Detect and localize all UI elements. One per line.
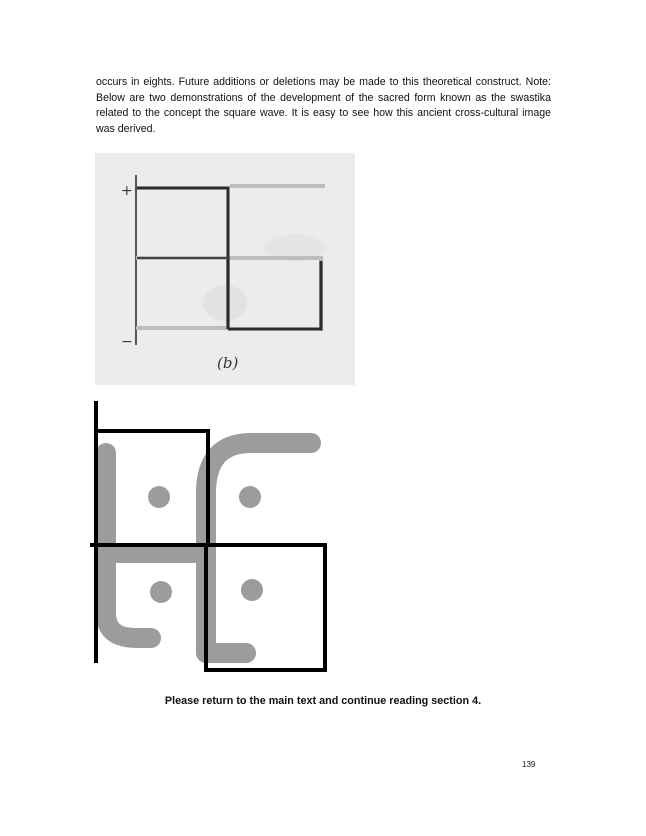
swastika-dot	[239, 486, 261, 508]
swastika-figure	[86, 398, 336, 678]
swastika-dot	[150, 581, 172, 603]
closing-instruction: Please return to the main text and continue reading section 4.	[164, 695, 482, 707]
swastika-arm	[106, 553, 151, 638]
figure-caption: (b)	[217, 354, 239, 372]
figure-smudge	[203, 285, 247, 321]
body-paragraph: occurs in eights. Future additions or deletions may be made to this theoretical construct. Note: Below are two demonstrations of the development of the sacred form known as the swastika related to the concept the square wave. It is easy to see how this ancient cross-cultural image was derived.	[96, 76, 551, 135]
swastika-arm	[106, 453, 246, 653]
swastika-dot	[148, 486, 170, 508]
square-wave-figure	[95, 153, 355, 385]
minus-label: −	[121, 334, 133, 350]
plus-label: +	[121, 183, 133, 199]
swastika-dot	[241, 579, 263, 601]
page-number: 139	[522, 760, 536, 769]
